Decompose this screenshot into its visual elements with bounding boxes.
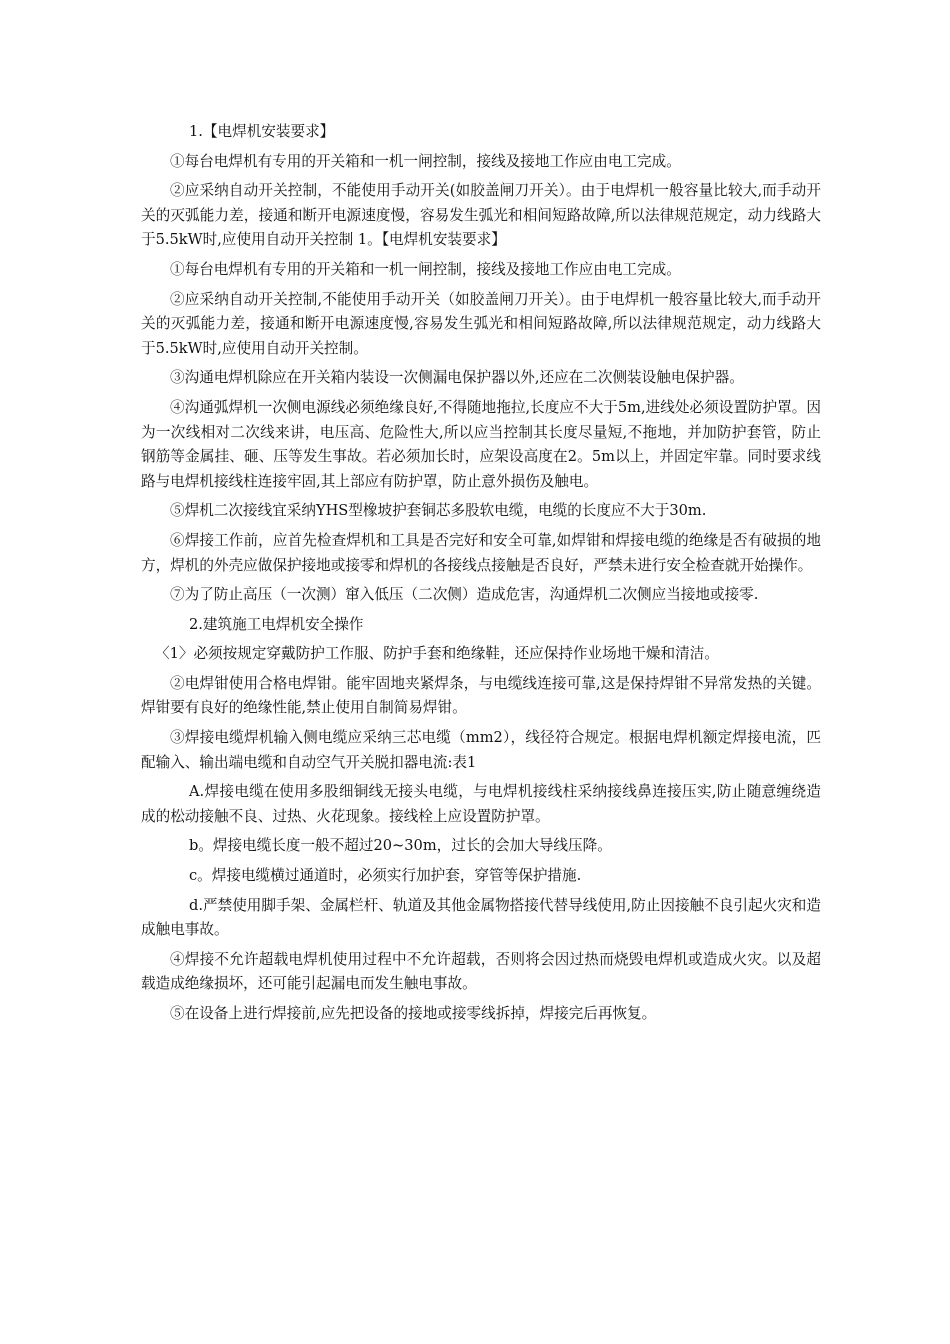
section-heading-install: 1.【电焊机安装要求】 (189, 123, 335, 140)
paragraph: ③焊接电缆焊机输入侧电缆应采纳三芯电缆（mm2），线径符合规定。根据电焊机额定焊接电流，匹配输入、输出端电缆和自动空气开关脱扣器电流:表1 (141, 729, 821, 771)
paragraph: A.焊接电缆在使用多股细铜线无接头电缆，与电焊机接线柱采纳接线鼻连接压实,防止随意缠绕造成的松动接触不良、过热、火花现象。接线栓上应设置防护罩。 (141, 783, 821, 825)
paragraph: ③沟通电焊机除应在开关箱内装设一次侧漏电保护器以外,还应在二次侧装设触电保护器。 (170, 369, 744, 387)
document-body (141, 120, 821, 1032)
paragraph: d.严禁使用脚手架、金属栏杆、轨道及其他金属物搭接代替导线使用,防止因接触不良引起火灾和造成触电事故。 (141, 896, 821, 939)
section-heading-operation: 2.建筑施工电焊机安全操作 (189, 615, 364, 633)
paragraph: ②应采纳自动开关控制，不能使用手动开关(如胶盖闸刀开关）。由于电焊机一般容量比较大,而手动开关的灭弧能力差，接通和断开电源速度慢，容易发生弧光和相间短路故障,所以法律规范规定，动力线路大于5.5kW时,应使用自动开关控制 1。【电焊机安装要求】 (141, 182, 821, 249)
paragraph: ⑤焊机二次接线宜采纳YHS型橡坡护套铜芯多股软电缆，电缆的长度应不大于30m. (170, 502, 707, 520)
paragraph: ④焊接不允许超载电焊机使用过程中不允许超载，否则将会因过热而烧毁电焊机或造成火灾。以及超载造成绝缘损坏，还可能引起漏电而发生触电事故。 (141, 950, 821, 993)
paragraph: 〈1〉必须按规定穿戴防护工作服、防护手套和绝缘鞋，还应保持作业场地干燥和清洁。 (155, 645, 719, 663)
paragraph: ⑦为了防止高压（一次测）窜入低压（二次侧）造成危害，沟通焊机二次侧应当接地或接零. (170, 586, 759, 604)
paragraph: ⑥焊接工作前，应首先检查焊机和工具是否完好和安全可靠,如焊钳和焊接电缆的绝缘是否有破损的地方，焊机的外壳应做保护接地或接零和焊机的各接线点接触是否良好，严禁未进行安全检查就开始操作。 (141, 531, 821, 574)
paragraph: ②应采纳自动开关控制,不能使用手动开关（如胶盖闸刀开关）。由于电焊机一般容量比较大,而手动开关的灭弧能力差，接通和断开电源速度慢,容易发生弧光和相间短路故障,所以法律规范规定，动力线路大于5.5kW时,应使用自动开关控制。 (141, 290, 821, 357)
paragraph: ①每台电焊机有专用的开关箱和一机一闸控制，接线及接地工作应由电工完成。 (170, 260, 681, 278)
paragraph: ④沟通弧焊机一次侧电源线必须绝缘良好,不得随地拖拉,长度应不大于5m,进线处必须设置防护罩。因为一次线相对二次线来讲，电压高、危险性大,所以应当控制其长度尽量短,不拖地，并加防护套管，防止钢筋等金属挂、砸、压等发生事故。若必须加长时，应架设高度在2。5m以上，并固定牢靠。同时要求线路与电焊机接线柱连接牢固,其上部应有防护罩，防止意外损伤及触电。 (141, 398, 821, 490)
paragraph: ①每台电焊机有专用的开关箱和一机一闸控制，接线及接地工作应由电工完成。 (170, 152, 681, 170)
paragraph: b。焊接电缆长度一般不超过20~30m，过长的会加大导线压降。 (189, 837, 612, 855)
paragraph: c。焊接电缆横过通道时，必须实行加护套，穿管等保护措施. (189, 867, 582, 885)
paragraph: ⑤在设备上进行焊接前,应先把设备的接地或接零线拆掉，焊接完后再恢复。 (170, 1005, 657, 1022)
paragraph: ②电焊钳使用合格电焊钳。能牢固地夹紧焊条，与电缆线连接可靠,这是保持焊钳不异常发热的关键。焊钳要有良好的绝缘性能,禁止使用自制简易焊钳。 (141, 674, 821, 717)
